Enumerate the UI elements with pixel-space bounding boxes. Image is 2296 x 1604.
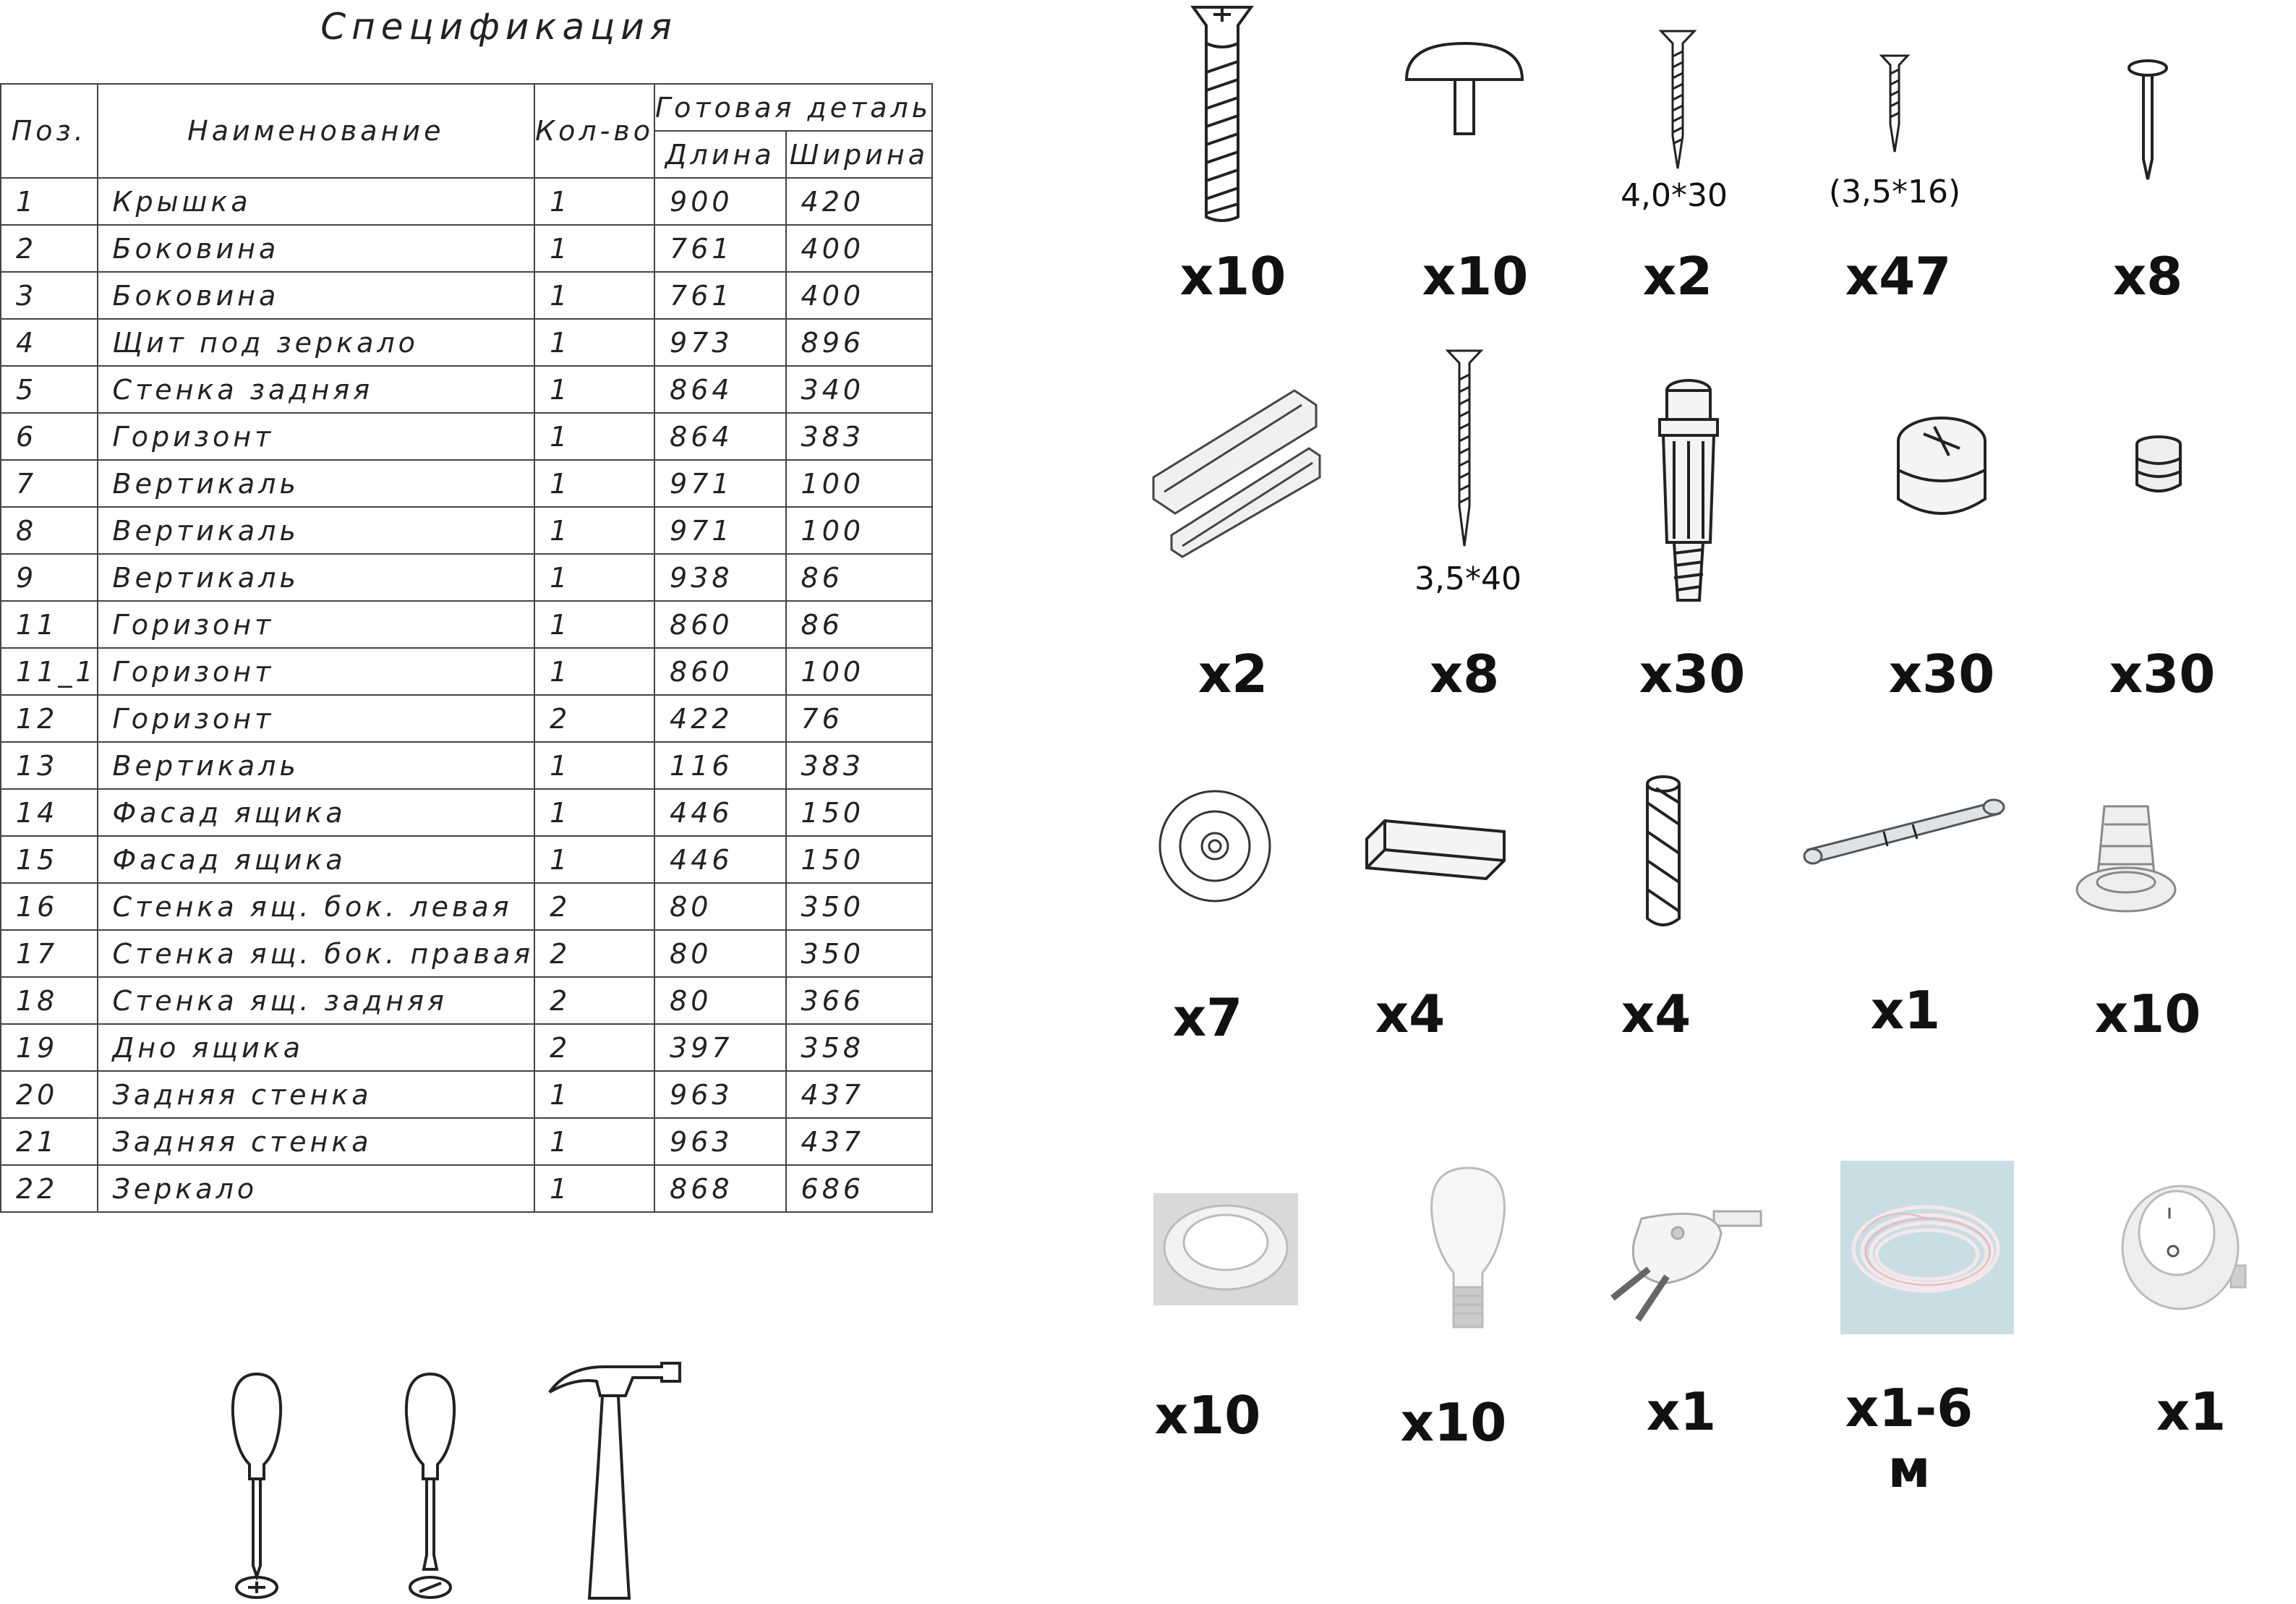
spec-row bbox=[1, 836, 932, 883]
qty-label: x30 bbox=[2109, 644, 2216, 704]
cell-name: Боковина bbox=[98, 225, 535, 272]
cell-name: Задняя стенка bbox=[98, 1071, 535, 1118]
cell-qty: 1 bbox=[534, 319, 654, 366]
spec-row bbox=[1, 507, 932, 554]
cell-name: Боковина bbox=[98, 272, 535, 319]
cell-name: Вертикаль bbox=[98, 742, 535, 789]
drawer-slide-icon bbox=[1150, 376, 1323, 557]
cell-qty: 2 bbox=[534, 883, 654, 930]
cell-width: 100 bbox=[786, 507, 933, 554]
cell-width: 100 bbox=[786, 648, 933, 695]
cell-width: 896 bbox=[786, 319, 933, 366]
cell-width: 350 bbox=[786, 883, 933, 930]
cam-lock-icon bbox=[1891, 412, 1992, 528]
twin-connector-icon bbox=[1804, 795, 2007, 868]
header-qty: Кол-во bbox=[534, 84, 654, 178]
cell-length: 80 bbox=[654, 930, 786, 977]
spec-row bbox=[1, 1071, 932, 1118]
cell-length: 971 bbox=[654, 507, 786, 554]
qty-label: x1 bbox=[2156, 1381, 2227, 1442]
qty-label: x1-6 м bbox=[1845, 1378, 1973, 1499]
cell-length: 971 bbox=[654, 460, 786, 507]
cell-qty: 1 bbox=[534, 1165, 654, 1212]
cell-length: 860 bbox=[654, 648, 786, 695]
shelf-support-icon bbox=[1363, 817, 1508, 882]
spec-row bbox=[1, 225, 932, 272]
cell-name: Вертикаль bbox=[98, 554, 535, 601]
qty-label: x10 bbox=[1422, 246, 1529, 307]
size-label: 3,5*40 bbox=[1414, 560, 1522, 597]
cell-width: 76 bbox=[786, 695, 933, 742]
cell-width: 686 bbox=[786, 1165, 933, 1212]
header-width: Ширина bbox=[786, 131, 933, 178]
cell-pos: 17 bbox=[1, 930, 98, 977]
spec-title: Спецификация bbox=[320, 6, 678, 48]
wood-screw-35x40-icon bbox=[1446, 347, 1482, 550]
cell-pos: 16 bbox=[1, 883, 98, 930]
cell-width: 400 bbox=[786, 225, 933, 272]
cell-width: 340 bbox=[786, 366, 933, 413]
size-label: 4,0*30 bbox=[1621, 177, 1728, 214]
cell-width: 150 bbox=[786, 789, 933, 836]
cell-qty: 1 bbox=[534, 742, 654, 789]
cell-width: 358 bbox=[786, 1024, 933, 1071]
qty-label: x7 bbox=[1172, 987, 1243, 1048]
cell-qty: 2 bbox=[534, 695, 654, 742]
cell-qty: 1 bbox=[534, 789, 654, 836]
spec-row bbox=[1, 601, 932, 648]
cell-name: Стенка ящ. бок. правая bbox=[98, 930, 535, 977]
spec-row bbox=[1, 930, 932, 977]
cell-pos: 5 bbox=[1, 366, 98, 413]
cell-qty: 1 bbox=[534, 648, 654, 695]
qty-label: x1 bbox=[1870, 980, 1941, 1041]
cell-pos: 1 bbox=[1, 178, 98, 225]
cell-qty: 1 bbox=[534, 836, 654, 883]
cell-name: Фасад ящика bbox=[98, 789, 535, 836]
cell-width: 86 bbox=[786, 601, 933, 648]
wood-screw-35x16-icon bbox=[1880, 52, 1909, 153]
cell-name: Горизонт bbox=[98, 648, 535, 695]
cell-pos: 13 bbox=[1, 742, 98, 789]
spec-row bbox=[1, 648, 932, 695]
header-name: Наименование bbox=[98, 84, 535, 178]
light-bulb-icon bbox=[1425, 1164, 1511, 1345]
qty-label: x10 bbox=[1179, 246, 1286, 307]
spec-row bbox=[1, 413, 932, 460]
cell-width: 383 bbox=[786, 742, 933, 789]
cell-qty: 1 bbox=[534, 1071, 654, 1118]
cell-name: Горизонт bbox=[98, 601, 535, 648]
cell-width: 437 bbox=[786, 1071, 933, 1118]
rocker-switch-icon bbox=[2119, 1179, 2249, 1316]
spec-row bbox=[1, 178, 932, 225]
cell-pos: 18 bbox=[1, 977, 98, 1024]
cell-width: 86 bbox=[786, 554, 933, 601]
cover-disc-icon bbox=[1157, 788, 1273, 904]
cell-qty: 1 bbox=[534, 460, 654, 507]
flat-screwdriver-icon bbox=[398, 1370, 463, 1602]
cell-length: 963 bbox=[654, 1071, 786, 1118]
cell-qty: 1 bbox=[534, 225, 654, 272]
cell-length: 116 bbox=[654, 742, 786, 789]
cell-length: 963 bbox=[654, 1118, 786, 1165]
cell-name: Горизонт bbox=[98, 695, 535, 742]
cell-name: Вертикаль bbox=[98, 460, 535, 507]
spec-row bbox=[1, 695, 932, 742]
wood-screw-40x30-icon bbox=[1660, 27, 1696, 172]
qty-label: x8 bbox=[1429, 644, 1500, 704]
cell-length: 422 bbox=[654, 695, 786, 742]
qty-label: x10 bbox=[1154, 1385, 1261, 1446]
cell-width: 383 bbox=[786, 413, 933, 460]
cell-width: 150 bbox=[786, 836, 933, 883]
cell-qty: 2 bbox=[534, 930, 654, 977]
lamp-socket-icon bbox=[2075, 803, 2177, 926]
spec-row bbox=[1, 272, 932, 319]
qty-label: x2 bbox=[1198, 644, 1268, 704]
cell-length: 761 bbox=[654, 225, 786, 272]
cell-qty: 1 bbox=[534, 413, 654, 460]
qty-label: x2 bbox=[1642, 246, 1713, 307]
hammer-icon bbox=[546, 1360, 691, 1602]
cell-name: Щит под зеркало bbox=[98, 319, 535, 366]
cell-name: Фасад ящика bbox=[98, 836, 535, 883]
cell-length: 864 bbox=[654, 413, 786, 460]
cell-length: 938 bbox=[654, 554, 786, 601]
spec-row bbox=[1, 1165, 932, 1212]
header-pos: Поз. bbox=[1, 84, 98, 178]
spec-row bbox=[1, 554, 932, 601]
cell-pos: 15 bbox=[1, 836, 98, 883]
cell-pos: 11 bbox=[1, 601, 98, 648]
cell-pos: 12 bbox=[1, 695, 98, 742]
spec-row bbox=[1, 789, 932, 836]
cell-qty: 1 bbox=[534, 554, 654, 601]
cell-pos: 20 bbox=[1, 1071, 98, 1118]
qty-label: x30 bbox=[1888, 644, 1995, 704]
cell-pos: 9 bbox=[1, 554, 98, 601]
cell-length: 446 bbox=[654, 789, 786, 836]
cell-name: Стенка ящ. бок. левая bbox=[98, 883, 535, 930]
cell-pos: 19 bbox=[1, 1024, 98, 1071]
plug-cap-icon bbox=[1403, 40, 1526, 141]
size-label: (3,5*16) bbox=[1828, 174, 1961, 210]
cell-width: 350 bbox=[786, 930, 933, 977]
cell-pos: 14 bbox=[1, 789, 98, 836]
cell-name: Стенка задняя bbox=[98, 366, 535, 413]
qty-label: x8 bbox=[2112, 246, 2183, 307]
cell-length: 868 bbox=[654, 1165, 786, 1212]
qty-label: x47 bbox=[1845, 246, 1952, 307]
cell-length: 860 bbox=[654, 601, 786, 648]
cell-name: Стенка ящ. задняя bbox=[98, 977, 535, 1024]
spec-row bbox=[1, 366, 932, 413]
wood-dowel-icon bbox=[1634, 774, 1692, 933]
spec-row bbox=[1, 977, 932, 1024]
nail-icon bbox=[2126, 58, 2169, 181]
cell-width: 366 bbox=[786, 977, 933, 1024]
cell-name: Крышка bbox=[98, 178, 535, 225]
qty-label: x10 bbox=[2094, 984, 2201, 1044]
cell-name: Вертикаль bbox=[98, 507, 535, 554]
cell-length: 397 bbox=[654, 1024, 786, 1071]
phillips-screwdriver-icon bbox=[224, 1370, 289, 1602]
spec-body bbox=[1, 178, 932, 1212]
socket-ring-icon bbox=[1153, 1193, 1298, 1305]
cell-length: 900 bbox=[654, 178, 786, 225]
spec-row bbox=[1, 460, 932, 507]
cell-name: Задняя стенка bbox=[98, 1118, 535, 1165]
cell-pos: 7 bbox=[1, 460, 98, 507]
cell-pos: 6 bbox=[1, 413, 98, 460]
spec-row bbox=[1, 742, 932, 789]
cam-bolt-icon bbox=[1649, 376, 1728, 607]
cell-length: 973 bbox=[654, 319, 786, 366]
cell-pos: 21 bbox=[1, 1118, 98, 1165]
cell-pos: 11_1 bbox=[1, 648, 98, 695]
cell-pos: 3 bbox=[1, 272, 98, 319]
dowel-insert-icon bbox=[2126, 434, 2191, 499]
cell-width: 437 bbox=[786, 1118, 933, 1165]
cell-qty: 1 bbox=[534, 1118, 654, 1165]
cell-name: Горизонт bbox=[98, 413, 535, 460]
cell-width: 420 bbox=[786, 178, 933, 225]
header-finished: Готовая деталь bbox=[654, 84, 932, 131]
cell-pos: 8 bbox=[1, 507, 98, 554]
cell-pos: 4 bbox=[1, 319, 98, 366]
cell-qty: 1 bbox=[534, 272, 654, 319]
confirmat-screw-icon bbox=[1186, 0, 1258, 224]
cell-qty: 1 bbox=[534, 601, 654, 648]
power-plug-icon bbox=[1605, 1204, 1764, 1327]
qty-label: x10 bbox=[1400, 1392, 1507, 1453]
qty-label: x4 bbox=[1621, 984, 1691, 1044]
cell-qty: 2 bbox=[534, 977, 654, 1024]
cell-length: 864 bbox=[654, 366, 786, 413]
cell-name: Зеркало bbox=[98, 1165, 535, 1212]
spec-row bbox=[1, 1024, 932, 1071]
cell-length: 446 bbox=[654, 836, 786, 883]
cell-name: Дно ящика bbox=[98, 1024, 535, 1071]
cell-width: 400 bbox=[786, 272, 933, 319]
cell-width: 100 bbox=[786, 460, 933, 507]
spec-row bbox=[1, 1118, 932, 1165]
cell-qty: 1 bbox=[534, 366, 654, 413]
cell-length: 761 bbox=[654, 272, 786, 319]
cable-coil-icon bbox=[1840, 1161, 2014, 1334]
spec-row bbox=[1, 883, 932, 930]
cell-length: 80 bbox=[654, 977, 786, 1024]
spec-row bbox=[1, 319, 932, 366]
cell-qty: 2 bbox=[534, 1024, 654, 1071]
spec-table bbox=[0, 83, 933, 1213]
cell-length: 80 bbox=[654, 883, 786, 930]
qty-label: x1 bbox=[1646, 1381, 1717, 1442]
cell-qty: 1 bbox=[534, 178, 654, 225]
qty-label: x4 bbox=[1375, 984, 1446, 1044]
cell-qty: 1 bbox=[534, 507, 654, 554]
cell-pos: 22 bbox=[1, 1165, 98, 1212]
qty-label: x30 bbox=[1639, 644, 1746, 704]
cell-pos: 2 bbox=[1, 225, 98, 272]
header-length: Длина bbox=[654, 131, 786, 178]
